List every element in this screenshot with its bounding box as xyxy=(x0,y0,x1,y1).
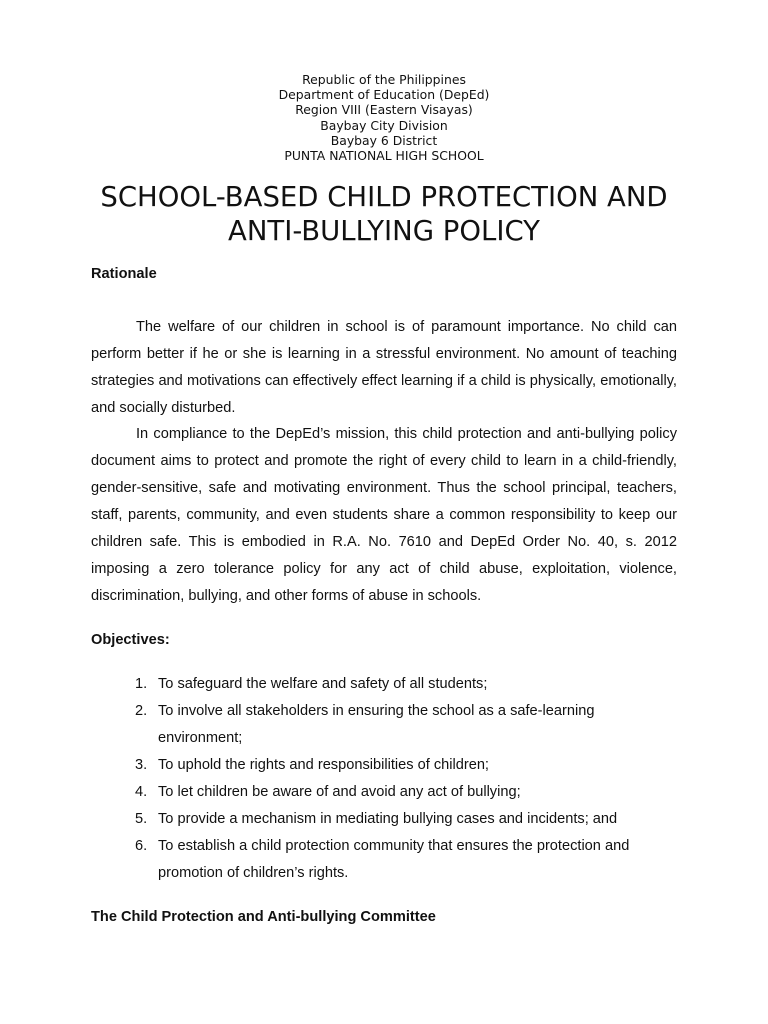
rationale-paragraph-1: The welfare of our children in school is of paramount importance. No child can perform better if he or she is learning in a stressful environment. No amount of teaching strategies and motivations can effectively effect learning if a child is physically, emotionally, and socially disturbed. xyxy=(91,319,677,416)
list-item-text: To uphold the rights and responsibilities of children; xyxy=(158,757,489,773)
objectives-list xyxy=(91,671,677,887)
letterhead-district: Baybay 6 District xyxy=(330,132,438,148)
list-item xyxy=(91,752,677,779)
list-item-text: To provide a mechanism in mediating bullying cases and incidents; and xyxy=(158,811,618,827)
letterhead-school: PUNTA NATIONAL HIGH SCHOOL xyxy=(284,148,484,164)
letterhead xyxy=(0,72,768,163)
list-item-text: To establish a child protection community that ensures the protection and promotion of children’s rights. xyxy=(158,838,630,881)
list-item xyxy=(91,698,677,752)
rationale-paragraph-2: In compliance to the DepEd’s mission, this child protection and anti-bullying policy document aims to protect and promote the right of every child to learn in a child-friendly, gender-sensitive, safe and motivating environment. Thus the school principal, teachers, staff, parents, community, and even students share a common responsibility to keep our children safe. This is embodied in R.A. No. 7610 and DepEd Order No. 40, s. 2012 imposing a zero tolerance policy for any act of child abuse, exploitation, violence, discrimination, bullying, and other forms of abuse in schools. xyxy=(91,426,677,604)
list-item-number: 2. xyxy=(135,703,148,719)
document-title-line1: SCHOOL-BASED CHILD PROTECTION AND xyxy=(100,181,668,213)
list-item xyxy=(91,806,677,833)
letterhead-republic: Republic of the Philippines xyxy=(302,72,466,87)
list-item xyxy=(91,833,677,887)
objectives-heading: Objectives: xyxy=(91,632,170,648)
list-item-number: 5. xyxy=(135,811,148,827)
list-item xyxy=(91,779,677,806)
letterhead-region: Region VIII (Eastern Visayas) xyxy=(295,102,473,118)
document-title-line2: ANTI-BULLYING POLICY xyxy=(228,215,540,247)
list-item-number: 1. xyxy=(135,676,148,692)
list-item-number: 6. xyxy=(135,838,148,854)
list-item-text: To involve all stakeholders in ensuring the school as a safe-learning environment; xyxy=(158,703,595,746)
list-item-number: 3. xyxy=(135,757,148,773)
list-item-text: To let children be aware of and avoid any act of bullying; xyxy=(158,784,521,800)
list-item-number: 4. xyxy=(135,784,148,800)
document-title xyxy=(60,180,708,248)
letterhead-division: Baybay City Division xyxy=(320,117,448,133)
list-item-text: To safeguard the welfare and safety of all students; xyxy=(158,676,488,692)
letterhead-department: Department of Education (DepEd) xyxy=(278,87,490,103)
rationale-heading: Rationale xyxy=(91,266,157,282)
list-item xyxy=(91,671,677,698)
committee-heading: The Child Protection and Anti-bullying Committee xyxy=(91,909,436,925)
